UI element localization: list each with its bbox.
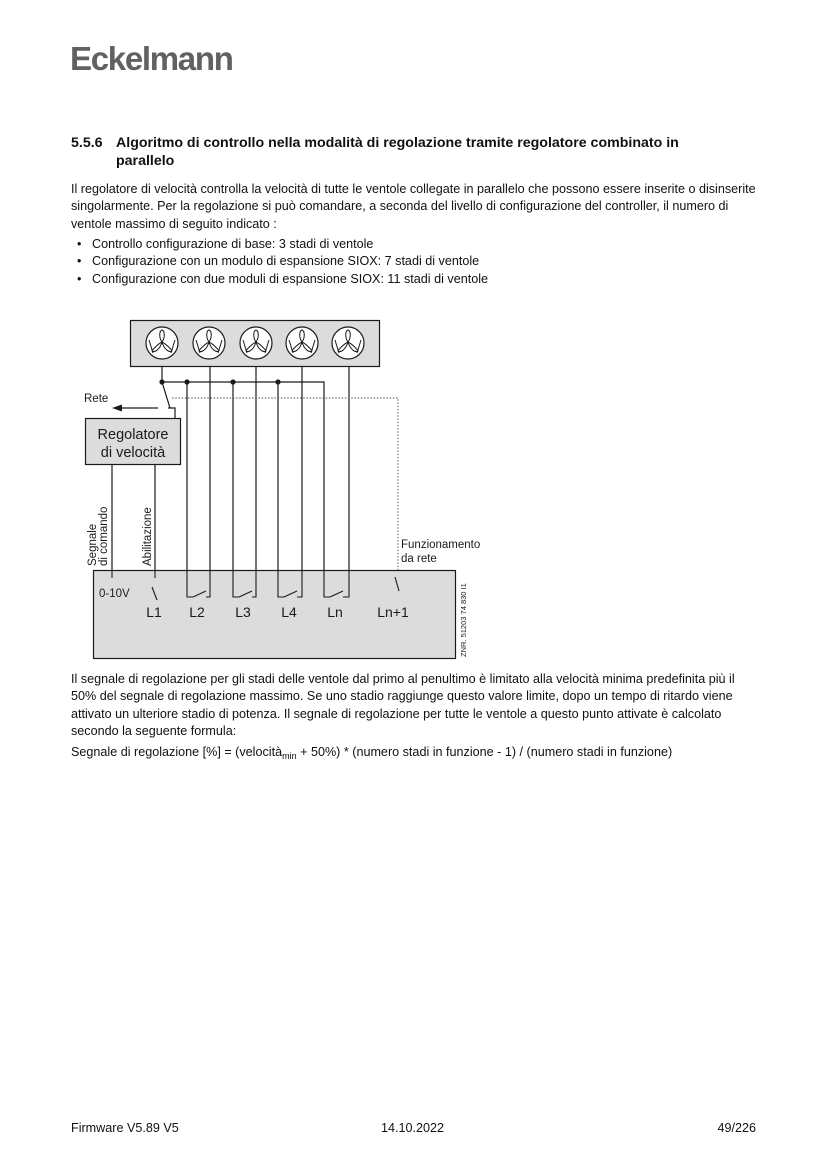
formula-subscript: min <box>282 751 297 761</box>
regulator-label-line2: di velocità <box>100 445 166 461</box>
section-number: 5.5.6 <box>71 135 103 151</box>
list-item: • Controllo configurazione di base: 3 stadi di ventole <box>71 236 488 253</box>
list-item: • Configurazione con un modulo di espansione SIOX: 7 stadi di ventole <box>71 253 488 270</box>
drawing-reference: ZNR. 51203 74 830 I1 <box>459 583 468 657</box>
rete-arrow-icon <box>112 405 122 412</box>
output-label-ln1: Ln+1 <box>377 604 409 620</box>
eckelmann-logo: Eckelmann <box>70 40 233 77</box>
signal-label-line2: di comando <box>98 506 110 566</box>
output-label-l4: L4 <box>281 604 297 620</box>
output-label-l2: L2 <box>189 604 205 620</box>
junction-dot <box>159 379 164 384</box>
formula-prefix: Segnale di regolazione [%] = (velocità <box>71 745 283 759</box>
control-signal-formula <box>71 744 672 765</box>
fan-icon <box>193 327 225 359</box>
section-title-line2: parallelo <box>116 153 175 169</box>
junction-dot <box>230 379 235 384</box>
regulator-label-line1: Regolatore <box>97 427 169 443</box>
footer-firmware-version: Firmware V5.89 V5 <box>71 1121 179 1135</box>
output-label-l3: L3 <box>235 604 251 620</box>
input-0-10v-label: 0-10V <box>99 588 130 600</box>
body-paragraph: Il segnale di regolazione per gli stadi delle ventole dal primo al penultimo è limitato alla velocità minima predefinita più il 50% del segnale di regolazione massimo. Se uno stadio raggiunge questo valore limite, dopo un tempo di ritardo viene attivato un ulteriore stadio di potenza. Il segnale di regolazione per tutte le ventole a questo punto attivate è calcolato secondo la seguente formula: <box>71 672 735 739</box>
footer-date: 14.10.2022 <box>381 1121 445 1135</box>
fan-icon <box>146 327 178 359</box>
enable-label: Abilitazione <box>142 507 154 566</box>
fan-icon <box>332 327 364 359</box>
output-label-l1: L1 <box>146 604 162 620</box>
mains-dotted-line <box>172 398 398 578</box>
footer-page-number: 49/226 <box>717 1121 756 1135</box>
signal-label-line1: Segnale <box>87 523 99 566</box>
formula-suffix: + 50%) * (numero stadi in funzione - 1) / (numero stadi in funzione) <box>296 745 673 759</box>
rete-label: Rete <box>84 393 109 405</box>
section-title-line1: Algoritmo di controllo nella modalità di regolazione tramite regolatore combinato in <box>116 135 679 151</box>
mains-operation-label-line2: da rete <box>401 553 437 565</box>
list-item: • Configurazione con due moduli di espansione SIOX: 11 stadi di ventole <box>71 271 488 288</box>
fan-icon <box>286 327 318 359</box>
junction-dot <box>275 379 280 384</box>
intro-paragraph: Il regolatore di velocità controlla la velocità di tutte le ventole collegate in parallelo che possono essere inserite o disinserite singolarmente. Per la regolazione si può comandare, a seconda del livello di configurazione del controller, il numero di ventole massimo di seguito indicato : <box>71 182 756 231</box>
fan-icon <box>240 327 272 359</box>
mains-operation-label-line1: Funzionamento <box>401 539 481 551</box>
output-label-ln: Ln <box>327 604 343 620</box>
junction-dot <box>184 379 189 384</box>
